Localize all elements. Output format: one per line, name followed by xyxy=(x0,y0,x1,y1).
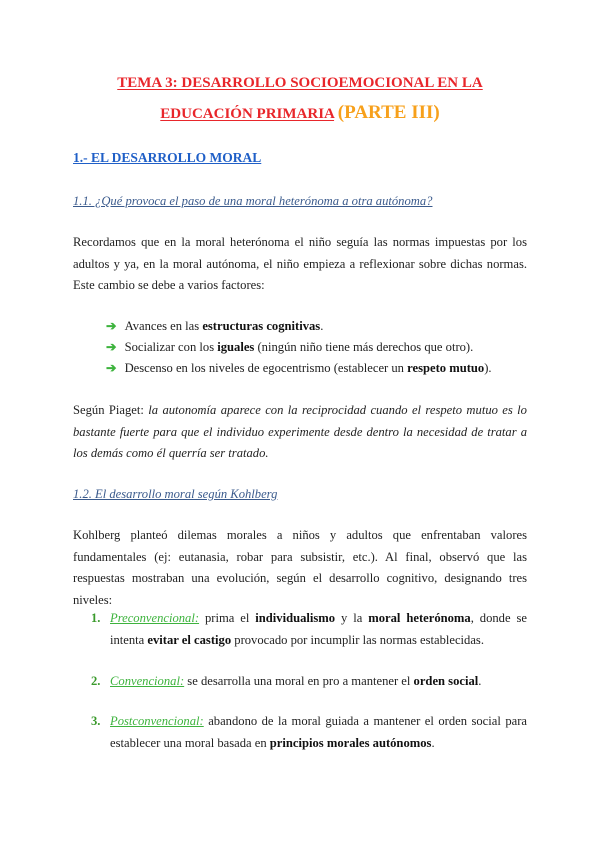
arrow-right-icon: ➔ xyxy=(106,319,117,333)
subsection-heading-1: 1.1. ¿Qué provoca el paso de una moral heterónoma a otra autónoma? xyxy=(73,194,433,208)
list-number: 1. xyxy=(91,611,101,625)
list-number: 3. xyxy=(91,714,101,728)
piaget-quote-paragraph: Según Piaget: la autonomía aparece con la reciprocidad cuando el respeto mutuo es lo bastante fuerte para que el individuo experimente desde dentro la necesidad de tratar a los demás como él querría ser tratado. xyxy=(73,403,527,460)
list-item-postconventional: Postconvencional: abandono de la moral guiada a mantener el orden social para establecer una moral basada en principios morales autónomos. xyxy=(110,714,527,750)
title-part: (PARTE III) xyxy=(337,102,440,123)
arrow-right-icon: ➔ xyxy=(106,340,117,354)
title-line2: EDUCACIÓN PRIMARIA xyxy=(160,106,335,122)
document-title xyxy=(60,68,540,129)
intro-paragraph: Recordamos que en la moral heterónoma el niño seguía las normas impuestas por los adultos y ya, en la moral autónoma, el niño empieza a reflexionar sobre dichas normas. Este cambio se debe a varios factores: xyxy=(73,235,527,292)
list-item-preconventional: Preconvencional: prima el individualismo y la moral heterónoma, donde se intenta evitar el castigo provocado por incumplir las normas establecidas. xyxy=(110,611,527,647)
arrow-right-icon: ➔ xyxy=(106,361,117,375)
kohlberg-paragraph: Kohlberg planteó dilemas morales a niños y adultos que enfrentaban valores fundamentales (ej: eutanasia, robar para subsistir, etc.). Al final, observó que las respuestas mostraban una evolución, según el desarrollo cognitivo, designando tres niveles: xyxy=(73,528,527,607)
bullet-item: ➔ Descenso en los niveles de egocentrismo (establecer un respeto mutuo). xyxy=(106,361,492,375)
bullet-item: ➔ Socializar con los iguales (ningún niño tiene más derechos que otro). xyxy=(106,340,474,354)
piaget-quote: la autonomía aparece con la reciprocidad cuando el respeto mutuo es lo bastante fuerte para que el individuo experimente desde dentro la necesidad de tratar a los demás como él querría ser tratado. xyxy=(73,403,527,460)
subsection-heading-2: 1.2. El desarrollo moral según Kohlberg xyxy=(73,487,278,501)
list-number: 2. xyxy=(91,674,101,688)
bullet-item: ➔ Avances en las estructuras cognitivas. xyxy=(106,319,324,333)
list-item-conventional: Convencional: se desarrolla una moral en pro a mantener el orden social. xyxy=(110,674,482,688)
title-line1: TEMA 3: DESARROLLO SOCIOEMOCIONAL EN LA xyxy=(117,75,483,91)
section-heading: 1.- EL DESARROLLO MORAL xyxy=(73,150,262,165)
